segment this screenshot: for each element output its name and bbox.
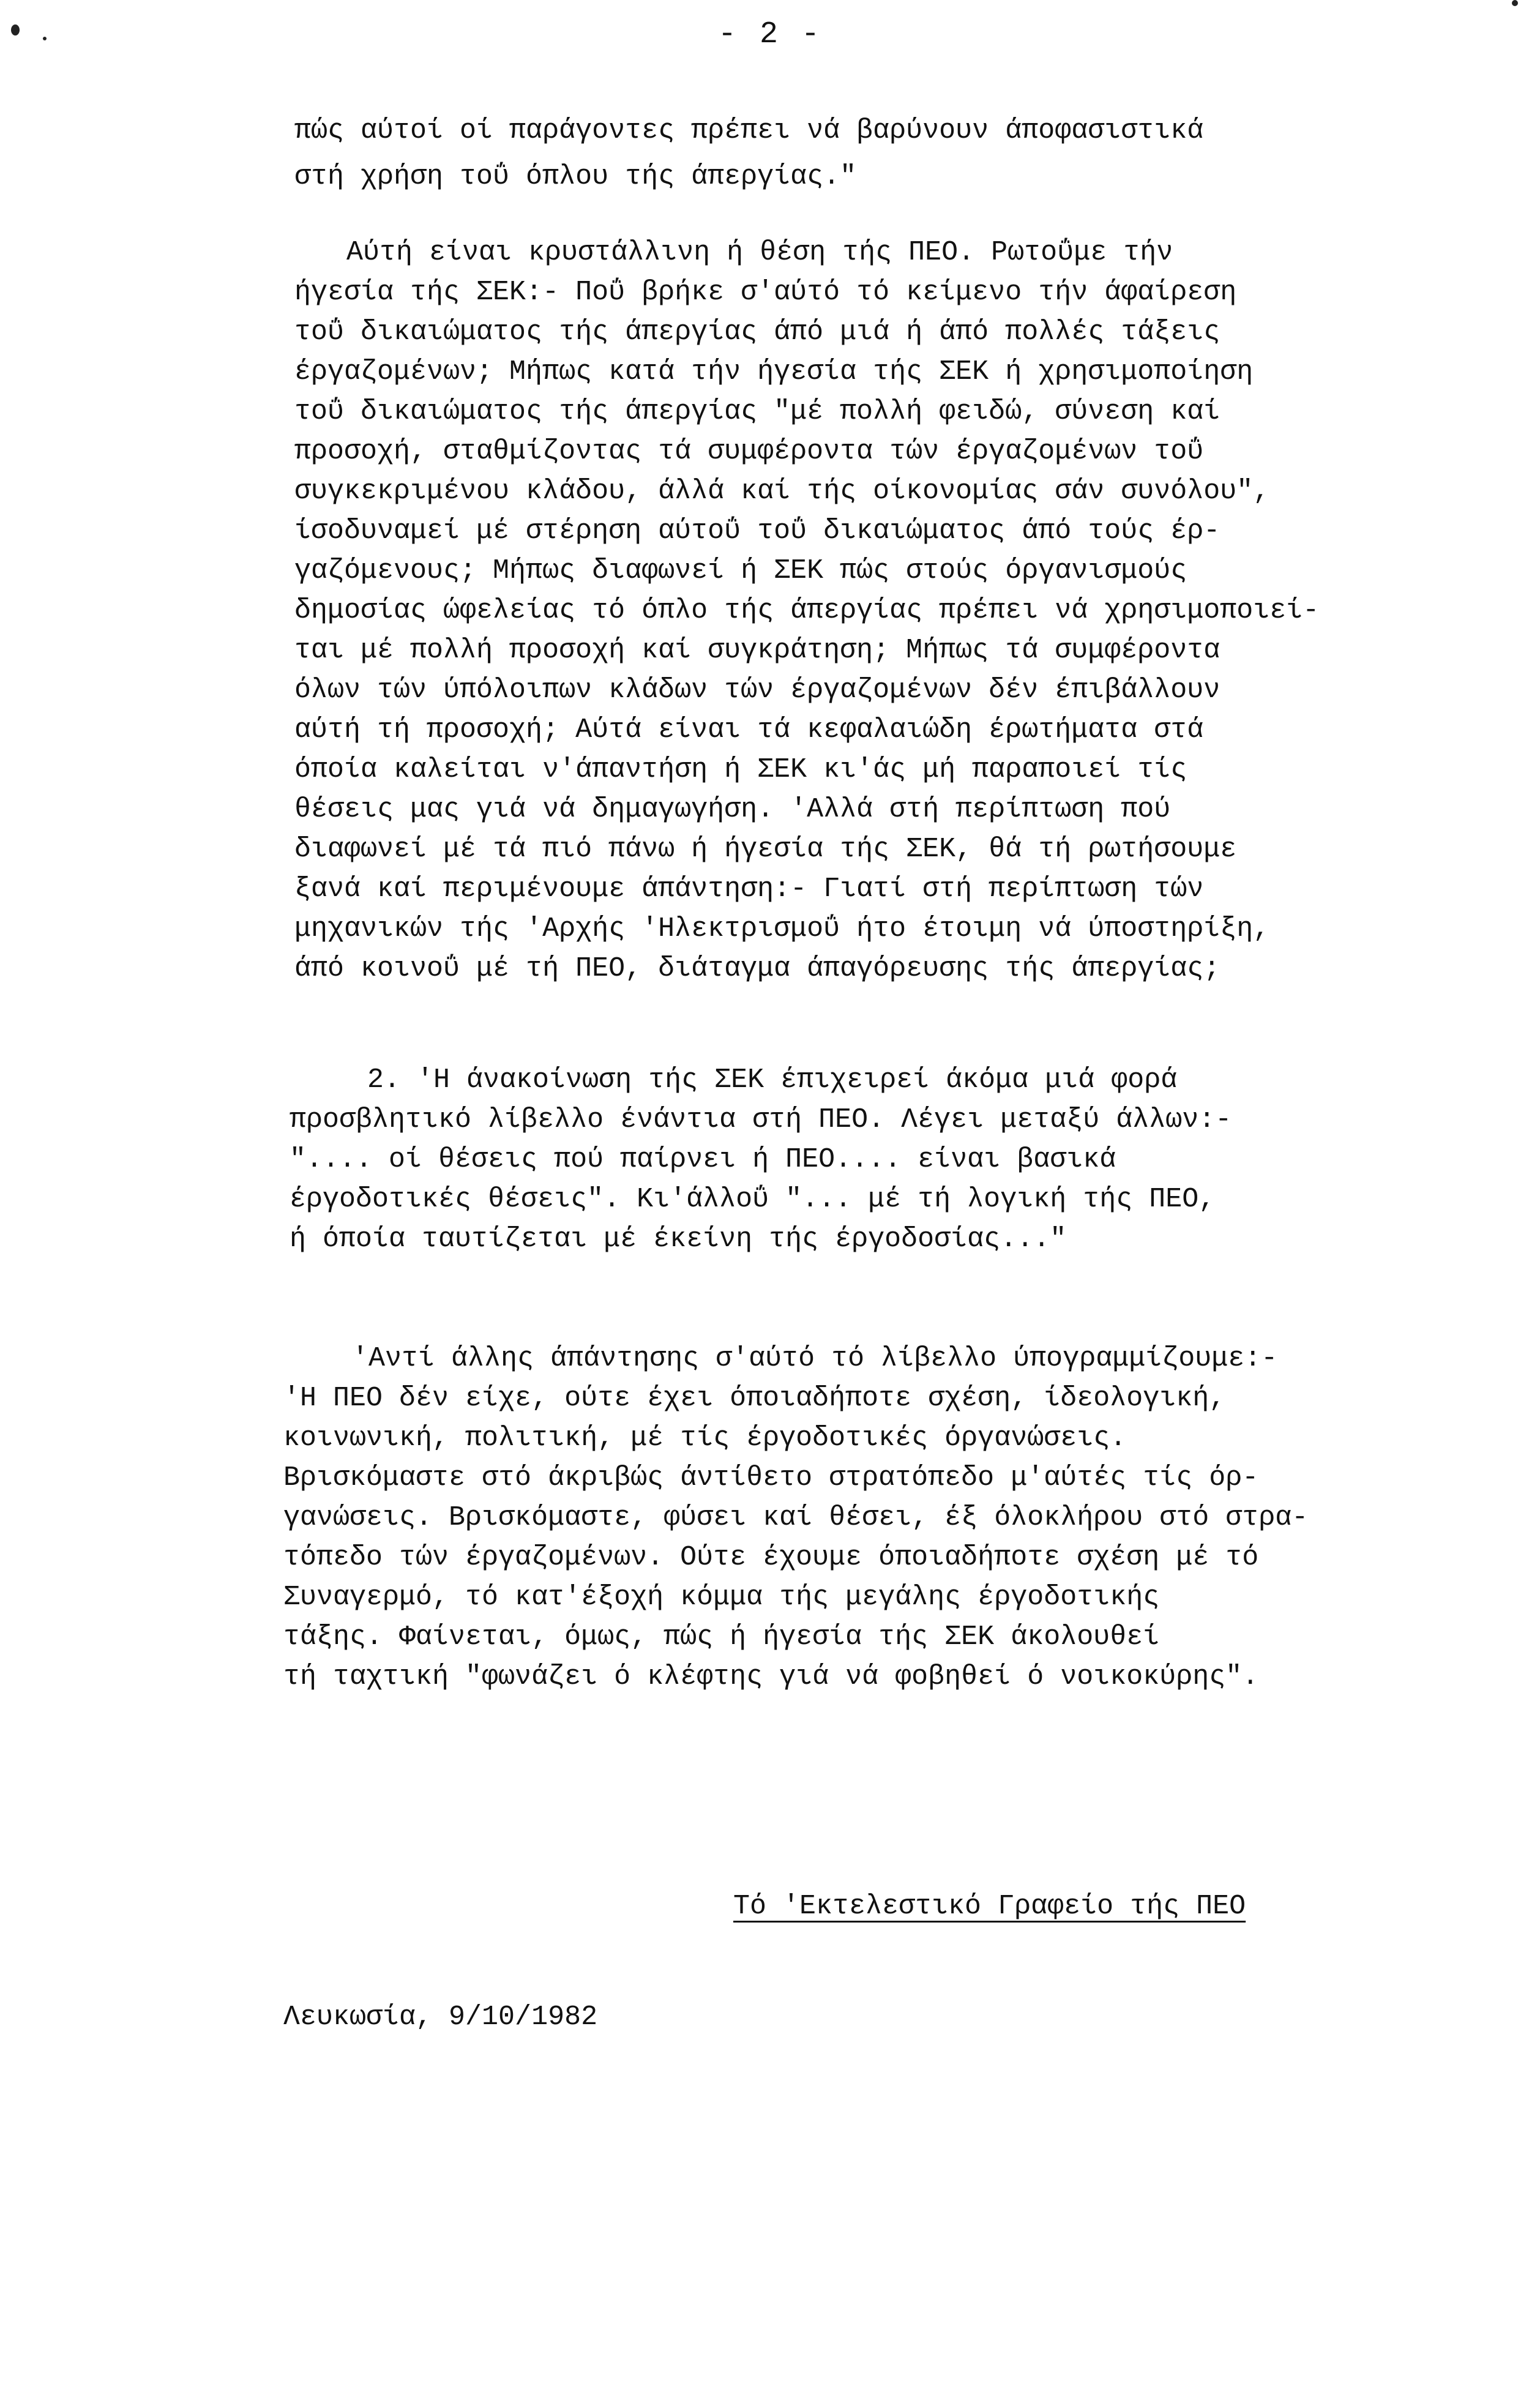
- text-line: θέσεις μας γιά νά δημαγωγήση. 'Αλλά στή περίπτωση πού: [294, 794, 1171, 825]
- text-line: κοινωνική, πολιτική, μέ τίς έργοδοτικές όργανώσεις.: [283, 1422, 1127, 1454]
- text-line: γαζόμενους; Μήπως διαφωνεί ή ΣΕΚ πώς στούς όργανισμούς: [294, 555, 1187, 586]
- scan-mark: [1512, 0, 1518, 6]
- text-line: έργαζομένων; Μήπως κατά τήν ήγεσία τής ΣΕΚ ή χρησιμοποίηση: [294, 356, 1254, 387]
- page-number: - 2 -: [717, 17, 823, 52]
- text-line: γανώσεις. Βρισκόμαστε, φύσει καί θέσει, έξ όλοκλήρου στό στρα-: [283, 1502, 1309, 1533]
- text-line: τόπεδο τών έργαζομένων. Ούτε έχουμε όποιαδήποτε σχέση μέ τό: [283, 1542, 1259, 1573]
- text-line: δημοσίας ώφελείας τό όπλο τής άπεργίας πρέπει νά χρησιμοποιεί-: [294, 595, 1320, 626]
- text-line: ται μέ πολλή προσοχή καί συγκράτηση; Μήπως τά συμφέροντα: [294, 635, 1220, 666]
- text-line: τάξης. Φαίνεται, όμως, πώς ή ήγεσία τής ΣΕΚ άκολουθεί: [283, 1621, 1160, 1653]
- scan-mark: [11, 24, 20, 36]
- text-line: πώς αύτοί οί παράγοντες πρέπει νά βαρύνουν άποφασιστικά: [294, 115, 1204, 146]
- text-line: ξανά καί περιμένουμε άπάντηση:- Γιατί στή περίπτωση τών: [294, 873, 1204, 905]
- text-line: στή χρήση τοΰ όπλου τής άπεργίας.": [294, 161, 857, 192]
- text-line: προσβλητικό λίβελλο ένάντια στή ΠΕΟ. Λέγει μεταξύ άλλων:-: [290, 1104, 1232, 1135]
- text-line: αύτή τή προσοχή; Αύτά είναι τά κεφαλαιώδη έρωτήματα στά: [294, 714, 1204, 746]
- scan-mark: [43, 37, 47, 40]
- text-line: τή ταχτική "φωνάζει ό κλέφτης γιά νά φοβηθεί ό νοικοκύρης".: [283, 1661, 1259, 1692]
- text-line: ήγεσία τής ΣΕΚ:- Ποΰ βρήκε σ'αύτό τό κείμενο τήν άφαίρεση: [294, 277, 1237, 308]
- text-line: 'Αντί άλλης άπάντησης σ'αύτό τό λίβελλο ύπογραμμίζουμε:-: [352, 1343, 1278, 1374]
- text-line: ή όποία ταυτίζεται μέ έκείνη τής έργοδοσίας...": [290, 1224, 1067, 1255]
- text-line: 2. 'Η άνακοίνωση τής ΣΕΚ έπιχειρεί άκόμα μιά φορά: [367, 1064, 1178, 1096]
- text-line: προσοχή, σταθμίζοντας τά συμφέροντα τών έργαζομένων τοΰ: [294, 436, 1204, 467]
- text-line: μηχανικών τής 'Αρχής 'Ηλεκτρισμοΰ ήτο έτοιμη νά ύποστηρίξη,: [294, 913, 1270, 944]
- text-line: ".... οί θέσεις πού παίρνει ή ΠΕΟ.... είναι βασικά: [290, 1144, 1116, 1175]
- text-line: διαφωνεί μέ τά πιό πάνω ή ήγεσία τής ΣΕΚ, θά τή ρωτήσουμε: [294, 834, 1237, 865]
- text-line: Αύτή είναι κρυστάλλινη ή θέση τής ΠΕΟ. Ρωτοΰμε τήν: [346, 237, 1173, 268]
- text-line: άπό κοινοΰ μέ τή ΠΕΟ, διάταγμα άπαγόρευσης τής άπεργίας;: [294, 953, 1220, 984]
- text-line: όλων τών ύπόλοιπων κλάδων τών έργαζομένων δέν έπιβάλλουν: [294, 675, 1220, 706]
- text-line: τοΰ δικαιώματος τής άπεργίας "μέ πολλή φειδώ, σύνεση καί: [294, 396, 1220, 427]
- text-line: τοΰ δικαιώματος τής άπεργίας άπό μιά ή άπό πολλές τάξεις: [294, 316, 1220, 348]
- text-line: Βρισκόμαστε στό άκριβώς άντίθετο στρατόπεδο μ'αύτές τίς όρ-: [283, 1462, 1259, 1493]
- text-line: συγκεκριμένου κλάδου, άλλά καί τής οίκονομίας σάν συνόλου",: [294, 476, 1270, 507]
- place-and-date: Λευκωσία, 9/10/1982: [283, 2001, 598, 2033]
- text-line: 'Η ΠΕΟ δέν είχε, ούτε έχει όποιαδήποτε σχέση, ίδεολογική,: [283, 1383, 1226, 1414]
- signature-line: Τό 'Εκτελεστικό Γραφείο τής ΠΕΟ: [733, 1891, 1246, 1922]
- text-line: όποία καλείται ν'άπαντήση ή ΣΕΚ κι'άς μή παραποιεί τίς: [294, 754, 1187, 785]
- text-line: έργοδοτικές θέσεις". Κι'άλλοΰ "... μέ τή λογική τής ΠΕΟ,: [290, 1184, 1216, 1215]
- text-line: ίσοδυναμεί μέ στέρηση αύτοΰ τοΰ δικαιώματος άπό τούς έρ-: [294, 515, 1220, 547]
- text-line: Συναγερμό, τό κατ'έξοχή κόμμα τής μεγάλης έργοδοτικής: [283, 1582, 1160, 1613]
